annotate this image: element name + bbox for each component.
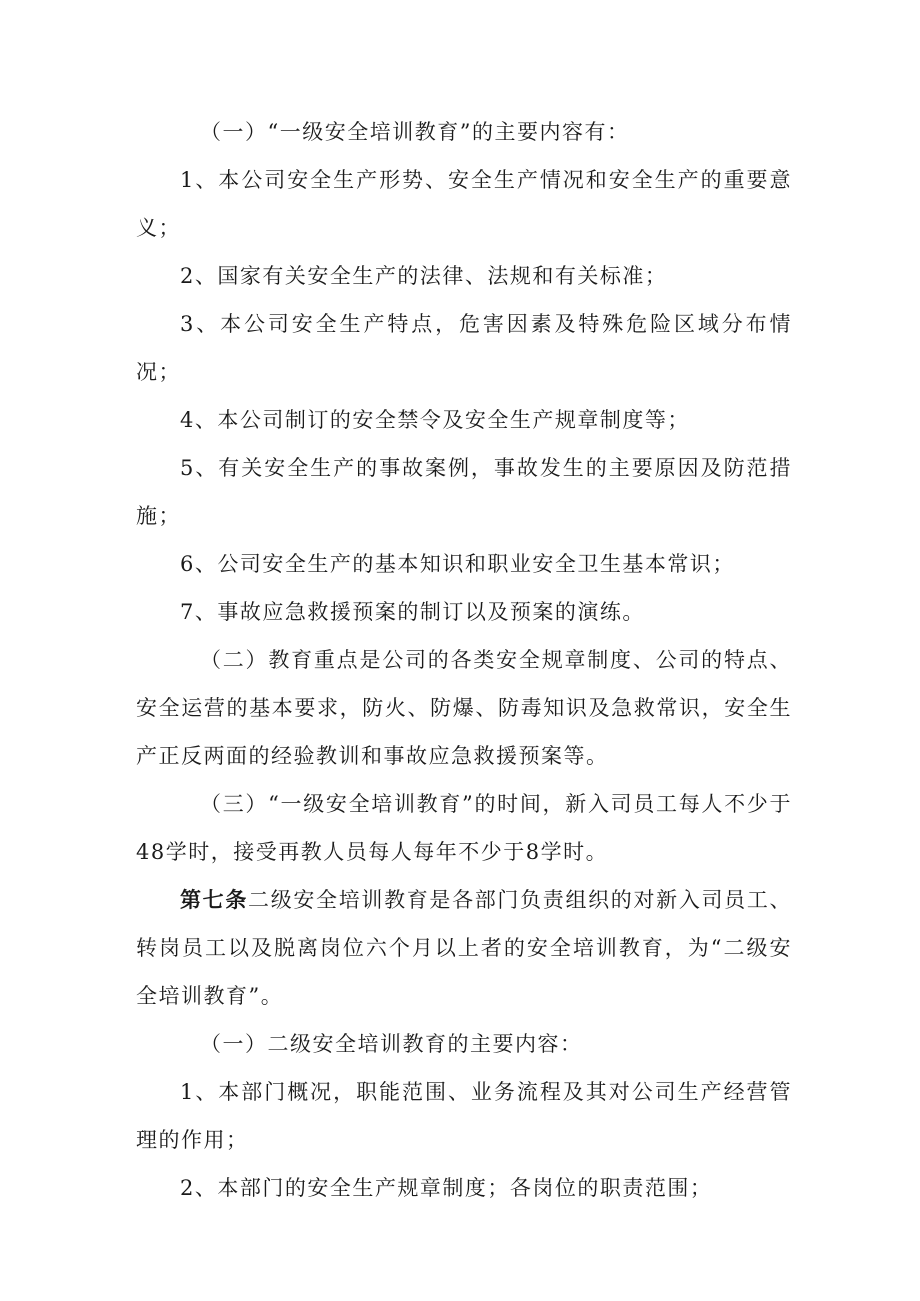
list-item: 3、本公司安全生产特点，危害因素及特殊危险区域分布情况； — [136, 312, 792, 384]
section-education-focus: （二）教育重点是公司的各类安全规章制度、公司的特点、安全运营的基本要求，防火、防爆、防毒知识及急救常识，安全生产正反两面的经验教训和事故应急救援预案等。 — [136, 648, 792, 768]
list-item: 1、本公司安全生产形势、安全生产情况和安全生产的重要意义； — [136, 168, 792, 240]
list-item: 1、本部门概况，职能范围、业务流程及其对公司生产经营管理的作用； — [136, 1080, 792, 1152]
section-heading-level1-content: （一）“一级安全培训教育”的主要内容有： — [200, 120, 630, 144]
list-item: 6、公司安全生产的基本知识和职业安全卫生基本常识； — [180, 552, 735, 576]
list-item: 7、事故应急救援预案的制订以及预案的演练。 — [180, 600, 645, 624]
article-seven-text: 二级安全培训教育是各部门负责组织的对新入司员工、转岗员工以及脱离岗位六个月以上者的安全培训教育，为“二级安全培训教育”。 — [136, 888, 793, 1008]
list-item: 5、有关安全生产的事故案例，事故发生的主要原因及防范措施； — [136, 456, 792, 528]
list-item: 4、本公司制订的安全禁令及安全生产规章制度等； — [180, 408, 690, 432]
document-body — [136, 108, 792, 1212]
section-heading-level2-content: （一）二级安全培训教育的主要内容： — [200, 1032, 583, 1056]
article-seven — [136, 876, 792, 1020]
article-seven-label: 第七条 — [180, 888, 249, 912]
list-item: 2、国家有关安全生产的法律、法规和有关标准； — [180, 264, 668, 288]
list-item: 2、本部门的安全生产规章制度；各岗位的职责范围； — [180, 1176, 713, 1200]
section-training-hours: （三）“一级安全培训教育”的时间，新入司员工每人不少于48学时，接受再教人员每人每年不少于8学时。 — [136, 792, 792, 864]
